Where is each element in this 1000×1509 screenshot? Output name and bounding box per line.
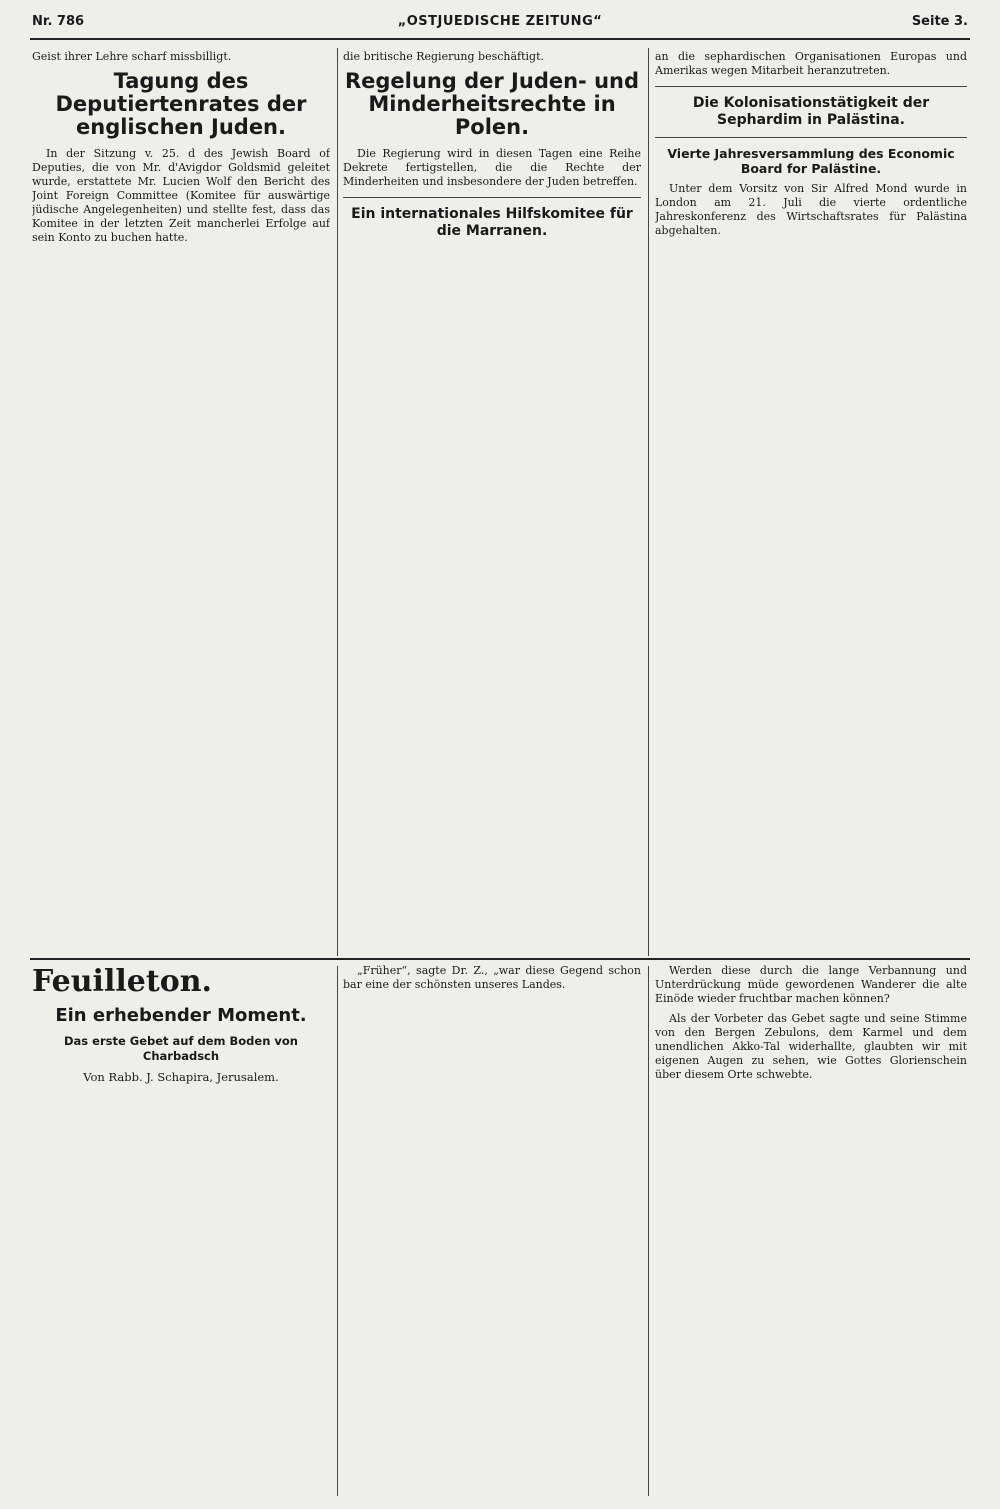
feuilleton-byline: Von Rabb. J. Schapira, Jerusalem. (83, 1070, 279, 1084)
feuilleton-paragraph: Werden diese durch die lange Verbannung und Unterdrückung müde gewordenen Wanderer die alte Einöde wieder fruchtbar machen können? (655, 964, 967, 1005)
article-title: Die Kolonisationstätigkeit der Sephardim in Palästina. (692, 95, 930, 128)
article-separator (655, 137, 967, 138)
col3-intro: an die sephardischen Organisationen Europas und Amerikas wegen Mitarbeit heranzutreten. (655, 50, 967, 77)
page-label: Seite 3. (911, 14, 968, 29)
article-paragraph: Die Regierung wird in diesen Tagen eine Reihe Dekrete fertigstellen, die die Rechte der Minderheiten und insbesondere der Juden betreffen. (343, 147, 641, 188)
column-2 (343, 50, 641, 955)
article-paragraph: Unter dem Vorsitz von Sir Alfred Mond wurde in London am 21. Juli die vierte ordentliche Jahreskonferenz des Wirtschaftsrates für Palästina abgehalten. (655, 182, 967, 237)
col1-intro: Geist ihrer Lehre scharf missbilligt. (32, 50, 232, 63)
feuilleton-rule (30, 958, 970, 960)
article-title: Vierte Jahresversammlung des Economic Board for Palästine. (667, 146, 955, 176)
feuilleton-title: Ein erhebender Moment. (55, 1005, 307, 1026)
header-rule (30, 38, 970, 40)
feuilleton-column-2 (343, 964, 641, 1499)
page-header (32, 12, 968, 34)
column-divider-3 (337, 966, 338, 1496)
feuilleton-paragraph: „Früher“, sagte Dr. Z., „war diese Gegend schon bar eine der schönsten unseres Landes. (343, 964, 641, 991)
article-separator (343, 197, 641, 198)
newspaper-title: „OSTJUEDISCHE ZEITUNG“ (397, 14, 603, 29)
column-divider-4 (648, 966, 649, 1496)
article-title: Regelung der Juden- und Minderheitsrechte in Polen. (344, 69, 640, 139)
column-3 (655, 50, 967, 955)
feuilleton-column-1 (32, 964, 330, 1499)
feuilleton-column-3 (655, 964, 967, 1499)
feuilleton-label: Feuilleton. (32, 964, 212, 999)
article-paragraph: In der Sitzung v. 25. d des Jewish Board of Deputies, die von Mr. d'Avigdor Goldsmid geleitet wurde, erstattete Mr. Lucien Wolf den Bericht des Joint Foreign Committee (Komitee für auswärtige jüdische Angelegenheiten) und stellte fest, dass das Komitee in der letzten Zeit mancherlei Erfolge auf sein Konto zu buchen hatte. (32, 147, 330, 244)
feuilleton-paragraph: Als der Vorbeter das Gebet sagte und seine Stimme von den Bergen Zebulons, dem Karmel und dem unendlichen Akko-Tal widerhallte, glaubten wir mit eigenen Augen zu sehen, wie Gottes Glorienschein über diesem Orte schwebte. (655, 1012, 967, 1081)
column-divider-2 (648, 48, 649, 956)
feuilleton-subtitle: Das erste Gebet auf dem Boden von Charbadsch (64, 1034, 298, 1063)
col2-intro: die britische Regierung beschäftigt. (343, 50, 545, 63)
column-1 (32, 50, 330, 955)
column-divider-1 (337, 48, 338, 956)
article-title: Tagung des Deputiertenrates der englischen Juden. (55, 69, 307, 139)
page-number: Nr. 786 (32, 14, 85, 29)
article-separator (655, 86, 967, 87)
article-title: Ein internationales Hilfskomitee für die Marranen. (351, 206, 633, 239)
